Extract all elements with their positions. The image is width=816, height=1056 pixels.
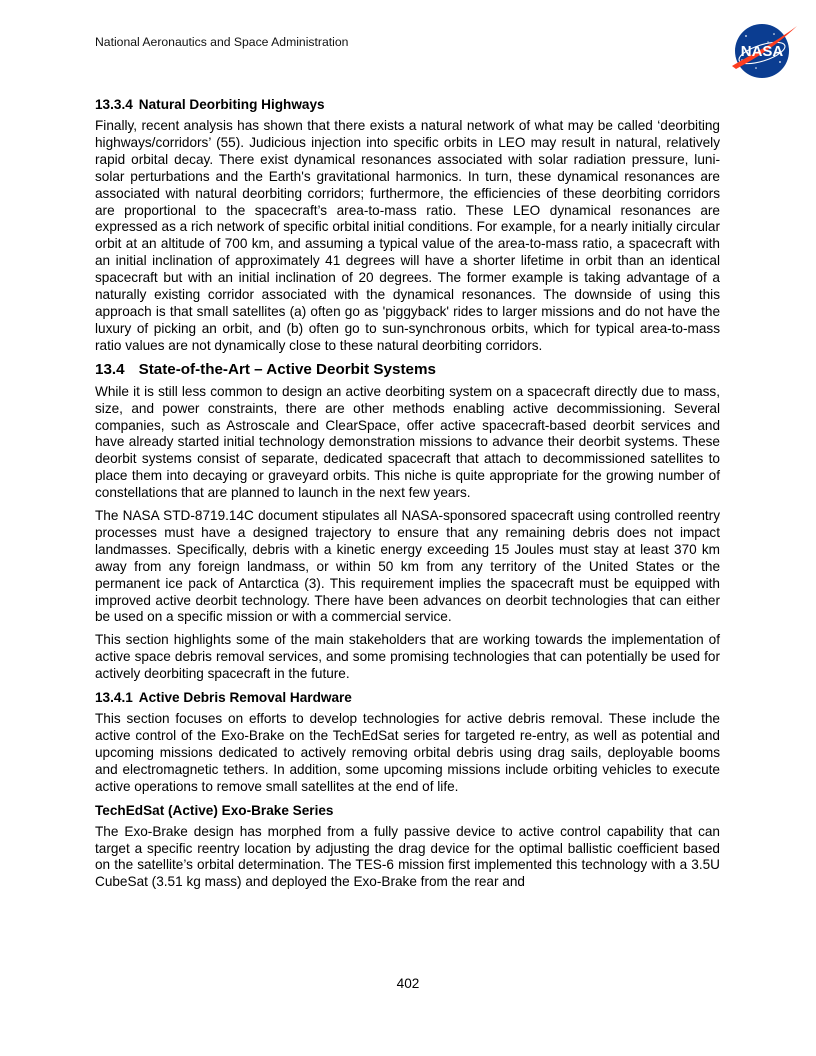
paragraph: The Exo-Brake design has morphed from a fully passive device to active control capability that can target a specific reentry location by adjusting the drag device for the optimal ballistic coefficient based on the satellite’s orbital determination. The TES-6 mission first implemented this technology with a 3.5U CubeSat (3.51 kg mass) and deployed the Exo-Brake from the rear and xyxy=(95,823,720,890)
section-heading-13-3-4 xyxy=(95,96,720,113)
section-title: Natural Deorbiting Highways xyxy=(138,97,325,112)
section-number: 13.4.1 xyxy=(95,690,133,706)
paragraph: While it is still less common to design an active deorbiting system on a spacecraft directly due to mass, size, and power constraints, there are other methods enabling active decommissioning. Several companies, such as Astroscale and ClearSpace, offer active spacecraft-based deorbit services and have already started initial technology demonstration missions to advance their deorbit systems. These deorbit systems consist of separate, dedicated spacecraft that attach to decommissioned satellites to place them into decaying or graveyard orbits. This niche is quite appropriate for the growing number of constellations that are planned to launch in the next few years. xyxy=(95,383,720,501)
section-number: 13.3.4 xyxy=(95,97,133,112)
paragraph: Finally, recent analysis has shown that there exists a natural network of what may be called ‘deorbiting highways/corridors’ (55). Judicious injection into specific orbits in LEO may result in natural, relatively rapid orbital decay. There exist dynamical resonances associated with solar radiation pressure, luni-solar perturbations and the Earth's gravitational harmonics. In turn, these dynamical resonances are associated with natural deorbiting corridors; furthermore, the efficiencies of these deorbiting corridors are proportional to the spacecraft’s area-to-mass ratio. These LEO dynamical resonances are expressed as a rich network of specific orbital initial conditions. For example, for a nearly initially circular orbit at an altitude of 700 km, and assuming a typical value of the area-to-mass ratio, a spacecraft with an initial inclination of approximately 41 degrees will have a shorter lifetime in orbit than an identical spacecraft but with an initial inclination of 20 degrees. The former example is taking advantage of a naturally existing corridor associated with the dynamical resonances. The downside of using this approach is that small satellites (a) often go as 'piggyback' rides to larger missions and do not have the luxury of picking an orbit, and (b) often go to sun-synchronous orbits, which for typical area-to-mass ratio values are not dynamically close to these natural deorbiting corridors. xyxy=(95,118,720,353)
paragraph: This section focuses on efforts to develop technologies for active debris removal. These include the active control of the Exo-Brake on the TechEdSat series for targeted re-entry, as well as potential and upcoming missions dedicated to actively removing orbital debris using drag sails, deployable booms and electromagnetic tethers. In addition, some upcoming missions include orbiting vehicles to execute active operations to remove small satellites at the end of life. xyxy=(95,711,720,794)
subsection-heading-techedsat: TechEdSat (Active) Exo-Brake Series xyxy=(95,802,334,818)
section-heading-13-4 xyxy=(95,361,720,379)
paragraph: The NASA STD-8719.14C document stipulates all NASA-sponsored spacecraft using controlled reentry processes must have a designed trajectory to ensure that any remaining debris does not impact landmasses. Specifically, debris with a kinetic energy exceeding 15 Joules must stay at least 370 km away from any foreign landmass, or within 50 km from any territory of the United States or the permanent ice pack of Antarctica (3). This requirement implies the spacecraft must be equipped with improved active deorbit technology. There have been advances on deorbit technologies that can either be used on a specific mission or with a commercial service. xyxy=(95,508,720,625)
section-title: Active Debris Removal Hardware xyxy=(138,690,352,706)
section-number: 13.4 xyxy=(95,360,125,378)
nasa-logo-icon xyxy=(726,22,798,80)
section-heading-13-4-1 xyxy=(95,689,720,706)
header-agency-name: National Aeronautics and Space Administration xyxy=(95,35,349,49)
page-content xyxy=(95,96,720,897)
paragraph: This section highlights some of the main stakeholders that are working towards the implementation of active space debris removal services, and some promising technologies that can potentially be used for actively deorbiting spacecraft in the future. xyxy=(95,632,720,682)
section-title: State-of-the-Art – Active Deorbit Systems xyxy=(138,360,436,378)
nasa-logo-text: NASA xyxy=(740,43,784,60)
page-number: 402 xyxy=(396,976,420,991)
